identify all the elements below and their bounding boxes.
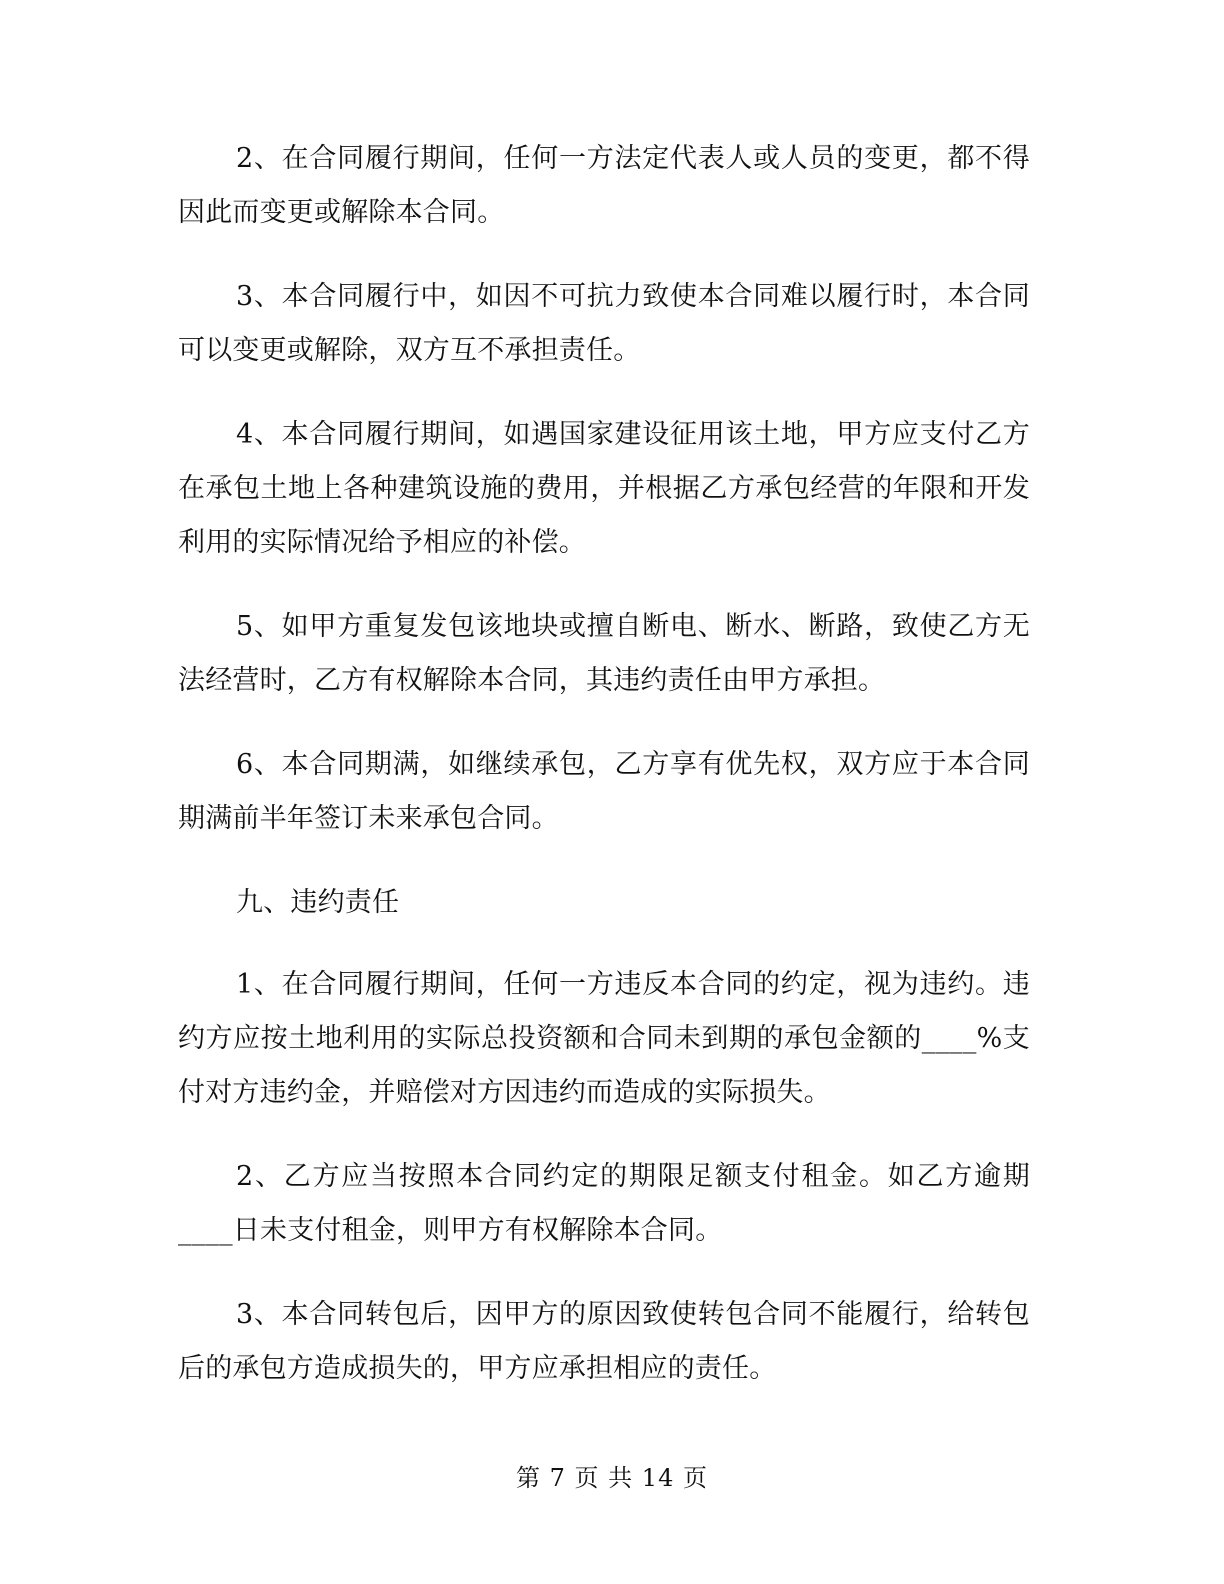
page-number-footer: 第 7 页 共 14 页 — [516, 1464, 708, 1492]
clause-paragraph: 3、本合同转包后，因甲方的原因致使转包合同不能履行，给转包后的承包方造成损失的，甲方应承担相应的责任。 — [178, 1299, 1030, 1384]
clause-paragraph: 2、在合同履行期间，任何一方法定代表人或人员的变更，都不得因此而变更或解除本合同。 — [178, 143, 1030, 228]
clause-paragraph: 6、本合同期满，如继续承包，乙方享有优先权，双方应于本合同期满前半年签订未来承包合同。 — [178, 749, 1030, 834]
document-body — [178, 132, 1030, 1426]
clause-paragraph: 2、乙方应当按照本合同约定的期限足额支付租金。如乙方逾期____日未支付租金，则甲方有权解除本合同。 — [178, 1161, 1030, 1246]
clause-paragraph: 3、本合同履行中，如因不可抗力致使本合同难以履行时，本合同可以变更或解除，双方互不承担责任。 — [178, 281, 1030, 366]
clause-paragraph: 5、如甲方重复发包该地块或擅自断电、断水、断路，致使乙方无法经营时，乙方有权解除本合同，其违约责任由甲方承担。 — [178, 611, 1030, 696]
clause-paragraph: 4、本合同履行期间，如遇国家建设征用该土地，甲方应支付乙方在承包土地上各种建筑设施的费用，并根据乙方承包经营的年限和开发利用的实际情况给予相应的补偿。 — [178, 419, 1030, 558]
section-heading: 九、违约责任 — [236, 887, 400, 918]
clause-paragraph: 1、在合同履行期间，任何一方违反本合同的约定，视为违约。违约方应按土地利用的实际总投资额和合同未到期的承包金额的____%支付对方违约金，并赔偿对方因违约而造成的实际损失。 — [178, 969, 1030, 1108]
